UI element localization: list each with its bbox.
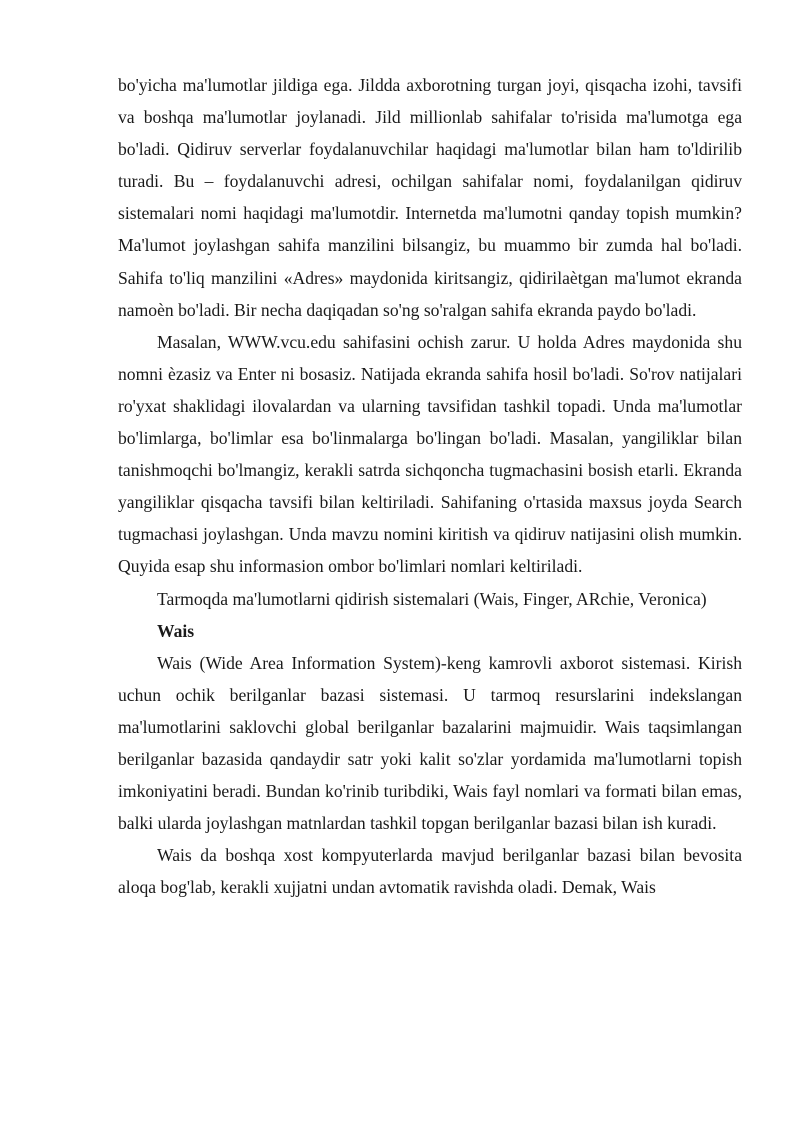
paragraph-wais-definition: Wais (Wide Area Information System)-keng kamrovli axborot sistemasi. Kirish uchun ochik berilganlar bazasi sistemasi. U tarmoq resurslarini indekslangan ma'lumotlarini saklovchi global berilganlar bazalarini majmuidir. Wais taqsimlangan berilganlar bazasida qandaydir satr yoki kalit so'zlar yordamida ma'lumotlarni topish imkoniyatini beradi. Bundan ko'rinib turibdiki, Wais fayl nomlari va formati bilan emas, balki ularda joylashgan matnlardan tashkil topgan berilganlar bazasi bilan ish kuradi. — [118, 652, 742, 834]
section-heading: Wais — [157, 620, 195, 641]
paragraph-search-systems: Tarmoqda ma'lumotlarni qidirish sistemalari (Wais, Finger, ARchie, Veronica) — [157, 588, 707, 609]
paragraph-continuation: bo'yicha ma'lumotlar jildiga ega. Jildda axborotning turgan joyi, qisqacha izohi, tavsifi va boshqa ma'lumotlar joylanadi. Jild millionlab sahifalar to'risida ma'lumotga ega bo'ladi. Qidiruv serverlar foydalanuvchilar haqidagi ma'lumotlar bilan ham to'ldirilib turadi. Bu – foydalanuvchi adresi, ochilgan sahifalar nomi, foydalanilgan qidiruv sistemalari nomi haqidagi ma'lumotdir. Internetda ma'lumotni qanday topish mumkin? Ma'lumot joylashgan sahifa manzilini bilsangiz, bu muammo bir zumda hal bo'ladi. Sahifa to'liq manzilini «Adres» maydonida kiritsangiz, qidirilaètgan ma'lumot ekranda namoèn bo'ladi. Bir necha daqiqadan so'ng so'ralgan sahifa ekranda paydo bo'ladi. — [118, 75, 742, 320]
paragraph-example: Masalan, WWW.vcu.edu sahifasini ochish zarur. U holda Adres maydonida shu nomni èzasiz va Enter ni bosasiz. Natijada ekranda sahifa hosil bo'ladi. So'rov natijalari ro'yxat shaklidagi ilovalardan va ularning tavsifidan tashkil topadi. Unda ma'lumotlar bo'limlarga, bo'limlar esa bo'linmalarga bo'lingan bo'ladi. Masalan, yangiliklar bilan tanishmoqchi bo'lmangiz, kerakli satrda sichqoncha tugmachasini bosish etarli. Ekranda yangiliklar qisqacha tavsifi bilan keltiriladi. Sahifaning o'rtasida maxsus joyda Search tugmachasi joylashgan. Unda mavzu nomini kiritish va qidiruv natijasini olish mumkin. Quyida esap shu informasion ombor bo'limlari nomlari keltiriladi. — [118, 331, 742, 577]
paragraph-wais-access: Wais da boshqa xost kompyuterlarda mavjud berilganlar bazasi bilan bevosita aloqa bog'lab, kerakli xujjatni undan avtomatik ravishda oladi. Demak, Wais — [118, 845, 742, 898]
document-body — [118, 69, 742, 903]
